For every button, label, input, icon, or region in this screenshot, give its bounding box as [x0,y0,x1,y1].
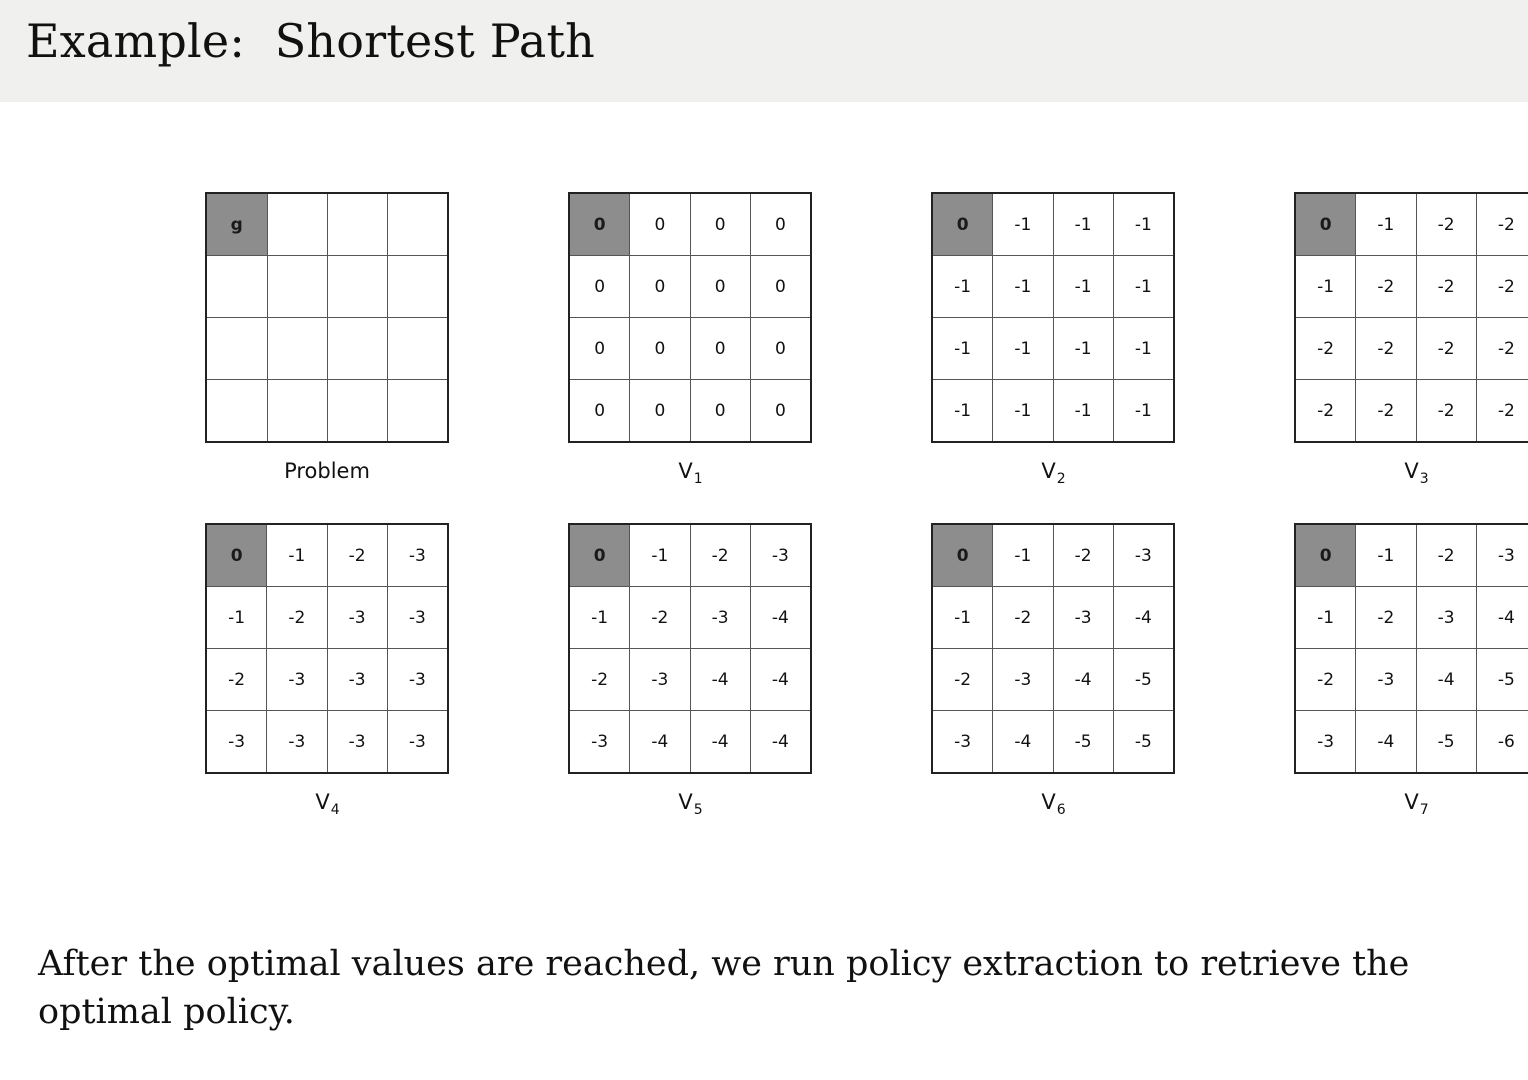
grid-cell-1-1: 0 [630,256,690,318]
grid-cell-1-1: -2 [630,587,690,649]
grid-cell-2-1: -3 [993,649,1053,711]
grid-cell-2-2: -4 [1416,649,1476,711]
grid-cell-0-0: 0 [1295,193,1356,256]
table-row [569,711,811,774]
caption-sub: 4 [330,802,340,818]
table-row [569,256,811,318]
caption-sub: 2 [1056,471,1066,487]
grid-cell-1-2: -3 [327,587,387,649]
grid-block-v5 [568,523,812,818]
grid-cell-3-0: -1 [932,380,993,443]
grid-cell-0-2: -2 [1053,524,1113,587]
table-row [206,524,448,587]
table-row [932,318,1174,380]
table-row [206,256,448,318]
grid-block-problem [205,192,449,483]
grid-cell-3-0: -3 [932,711,993,774]
caption-base: V [1041,790,1056,814]
grid-cell-0-0: g [206,193,267,256]
caption-base: V [1404,459,1419,483]
grid-cell-2-1: 0 [630,318,690,380]
grid-cell-3-3 [387,380,448,443]
grid-caption-v1 [568,459,812,487]
grid-cell-2-2 [327,318,387,380]
grid-cell-0-1: 0 [630,193,690,256]
table-row [1295,318,1528,380]
grid-cell-1-0: -1 [206,587,267,649]
grid-cell-0-2: -2 [690,524,750,587]
grid-cell-1-0: 0 [569,256,630,318]
grid-block-v2 [931,192,1175,487]
table-row [569,649,811,711]
table-row [1295,380,1528,443]
grid-cell-3-1: -1 [993,380,1053,443]
grid-block-v4 [205,523,449,818]
grid-cell-2-3: -3 [387,649,448,711]
grid-cell-0-1: -1 [630,524,690,587]
grid-cell-3-3: -6 [1476,711,1528,774]
grid-caption-v5 [568,790,812,818]
grid-cell-0-2: -2 [1416,193,1476,256]
grid-cell-3-0: -2 [1295,380,1356,443]
grid-cell-2-1: -2 [1356,318,1416,380]
grid-cell-3-3: -4 [750,711,811,774]
grid-cell-2-1: -3 [1356,649,1416,711]
grid-cell-2-2: -4 [690,649,750,711]
grid-table-v3 [1294,192,1528,443]
table-row [569,318,811,380]
grid-cell-2-2: -1 [1053,318,1113,380]
grid-cell-1-0 [206,256,267,318]
grid-block-v3 [1294,192,1528,487]
grid-cell-0-1: -1 [1356,524,1416,587]
page-title: Example: Shortest Path [26,14,595,68]
grid-table-v6 [931,523,1175,774]
grid-cell-0-3: -3 [387,524,448,587]
grid-cell-0-0: 0 [932,524,993,587]
caption-sub: 1 [693,471,703,487]
slide-header [0,0,1528,102]
table-row [1295,649,1528,711]
table-row [932,193,1174,256]
grid-cell-0-3: -1 [1113,193,1174,256]
grid-cell-0-0: 0 [1295,524,1356,587]
grid-cell-2-3: -1 [1113,318,1174,380]
grid-cell-3-1: -4 [1356,711,1416,774]
grid-cell-1-2 [327,256,387,318]
grid-cell-2-2: -4 [1053,649,1113,711]
grid-cell-3-1: -3 [267,711,327,774]
caption-base: V [1404,790,1419,814]
grid-cell-1-2: -3 [690,587,750,649]
grid-cell-2-0: -1 [932,318,993,380]
grid-cell-1-1: -2 [993,587,1053,649]
grid-caption-problem [205,459,449,483]
grid-table-v4 [205,523,449,774]
grid-caption-v4 [205,790,449,818]
grid-cell-1-3 [387,256,448,318]
table-row [1295,193,1528,256]
table-row [1295,587,1528,649]
footer-text: After the optimal values are reached, we run policy extraction to retrieve the optimal policy. [38,944,1410,1033]
grid-cell-2-2: -2 [1416,318,1476,380]
grid-cell-0-2: -2 [1416,524,1476,587]
table-row [569,587,811,649]
grid-cell-1-0: -1 [932,256,993,318]
grid-cell-3-2: -4 [690,711,750,774]
grid-cell-3-3: 0 [750,380,811,443]
grid-cell-2-3: 0 [750,318,811,380]
grid-cell-2-3: -2 [1476,318,1528,380]
grid-cell-0-0: 0 [569,524,630,587]
grid-cell-0-0: 0 [206,524,267,587]
table-row [206,318,448,380]
grid-cell-1-2: -3 [1053,587,1113,649]
grid-cell-3-3: -1 [1113,380,1174,443]
table-row [206,649,448,711]
grid-cell-3-1: -4 [993,711,1053,774]
table-row [569,524,811,587]
grid-cell-2-1: -1 [993,318,1053,380]
grid-cell-3-1: -4 [630,711,690,774]
table-row [932,380,1174,443]
grid-cell-1-1: -2 [1356,587,1416,649]
grid-cell-3-3: -5 [1113,711,1174,774]
grid-cell-2-2: -3 [327,649,387,711]
grid-cell-1-3: -2 [1476,256,1528,318]
grid-cell-3-0 [206,380,267,443]
grid-cell-1-2: -1 [1053,256,1113,318]
grids-area [0,192,1528,818]
caption-base: V [315,790,330,814]
grid-cell-1-3: -4 [1113,587,1174,649]
grid-cell-3-3: -3 [387,711,448,774]
grid-cell-0-3 [387,193,448,256]
grid-cell-3-2: -2 [1416,380,1476,443]
caption-base: V [1041,459,1056,483]
caption-sub: 5 [693,802,703,818]
grid-cell-1-1: -2 [267,587,327,649]
table-row [932,524,1174,587]
grid-caption-v3 [1294,459,1528,487]
grid-cell-1-2: 0 [690,256,750,318]
grid-cell-2-1: -3 [630,649,690,711]
grid-cell-3-1 [267,380,327,443]
grid-cell-2-1: -3 [267,649,327,711]
grid-cell-2-0: -2 [932,649,993,711]
table-row [206,380,448,443]
grid-row-top [0,192,1528,487]
grid-cell-0-1: -1 [267,524,327,587]
grid-cell-1-3: -4 [750,587,811,649]
grid-cell-1-3: -4 [1476,587,1528,649]
grid-cell-1-1: -2 [1356,256,1416,318]
grid-cell-0-3: -3 [1476,524,1528,587]
grid-cell-2-0: 0 [569,318,630,380]
table-row [932,649,1174,711]
table-row [1295,524,1528,587]
table-row [932,587,1174,649]
caption-base: V [678,790,693,814]
caption-base: V [678,459,693,483]
grid-cell-3-2: 0 [690,380,750,443]
grid-cell-3-2: -3 [327,711,387,774]
grid-cell-1-0: -1 [569,587,630,649]
grid-cell-0-3: -3 [750,524,811,587]
grid-cell-1-1 [267,256,327,318]
grid-cell-2-3: -4 [750,649,811,711]
grid-cell-3-0: 0 [569,380,630,443]
grid-cell-2-2: 0 [690,318,750,380]
grid-table-v5 [568,523,812,774]
grid-cell-0-3: 0 [750,193,811,256]
caption-sub: 7 [1419,802,1429,818]
grid-cell-0-1: -1 [1356,193,1416,256]
grid-cell-0-2 [327,193,387,256]
caption-base: Problem [284,459,370,483]
grid-cell-2-0: -2 [1295,649,1356,711]
grid-cell-3-2: -5 [1053,711,1113,774]
grid-cell-0-1 [267,193,327,256]
grid-block-v6 [931,523,1175,818]
table-row [932,256,1174,318]
grid-block-v7 [1294,523,1528,818]
grid-cell-1-0: -1 [1295,587,1356,649]
table-row [569,193,811,256]
grid-cell-1-2: -2 [1416,256,1476,318]
grid-caption-v2 [931,459,1175,487]
grid-cell-0-2: -1 [1053,193,1113,256]
grid-cell-1-0: -1 [1295,256,1356,318]
grid-cell-3-2 [327,380,387,443]
table-row [1295,256,1528,318]
grid-cell-3-0: -3 [569,711,630,774]
grid-cell-2-0: -2 [569,649,630,711]
grid-cell-2-3 [387,318,448,380]
grid-caption-v6 [931,790,1175,818]
grid-cell-1-3: -1 [1113,256,1174,318]
grid-cell-0-3: -3 [1113,524,1174,587]
table-row [569,380,811,443]
grid-cell-0-0: 0 [569,193,630,256]
table-row [932,711,1174,774]
table-row [206,193,448,256]
grid-cell-1-1: -1 [993,256,1053,318]
grid-cell-0-0: 0 [932,193,993,256]
grid-table-v7 [1294,523,1528,774]
grid-cell-0-1: -1 [993,193,1053,256]
grid-row-bottom [0,523,1528,818]
grid-cell-1-2: -3 [1416,587,1476,649]
grid-cell-3-0: -3 [1295,711,1356,774]
grid-cell-1-3: 0 [750,256,811,318]
grid-cell-0-3: -2 [1476,193,1528,256]
grid-cell-1-0: -1 [932,587,993,649]
grid-cell-3-1: 0 [630,380,690,443]
grid-block-v1 [568,192,812,487]
grid-cell-0-2: -2 [327,524,387,587]
grid-cell-3-3: -2 [1476,380,1528,443]
table-row [206,711,448,774]
grid-cell-3-1: -2 [1356,380,1416,443]
grid-cell-2-3: -5 [1476,649,1528,711]
caption-sub: 6 [1056,802,1066,818]
grid-cell-2-3: -5 [1113,649,1174,711]
caption-sub: 3 [1419,471,1429,487]
grid-table-v2 [931,192,1175,443]
grid-cell-2-0 [206,318,267,380]
grid-cell-2-0: -2 [206,649,267,711]
table-row [206,587,448,649]
grid-cell-1-3: -3 [387,587,448,649]
grid-cell-3-2: -1 [1053,380,1113,443]
table-row [1295,711,1528,774]
grid-cell-0-1: -1 [993,524,1053,587]
grid-table-problem [205,192,449,443]
grid-cell-2-1 [267,318,327,380]
grid-cell-0-2: 0 [690,193,750,256]
grid-cell-3-2: -5 [1416,711,1476,774]
grid-cell-3-0: -3 [206,711,267,774]
grid-cell-2-0: -2 [1295,318,1356,380]
grid-caption-v7 [1294,790,1528,818]
grid-table-v1 [568,192,812,443]
